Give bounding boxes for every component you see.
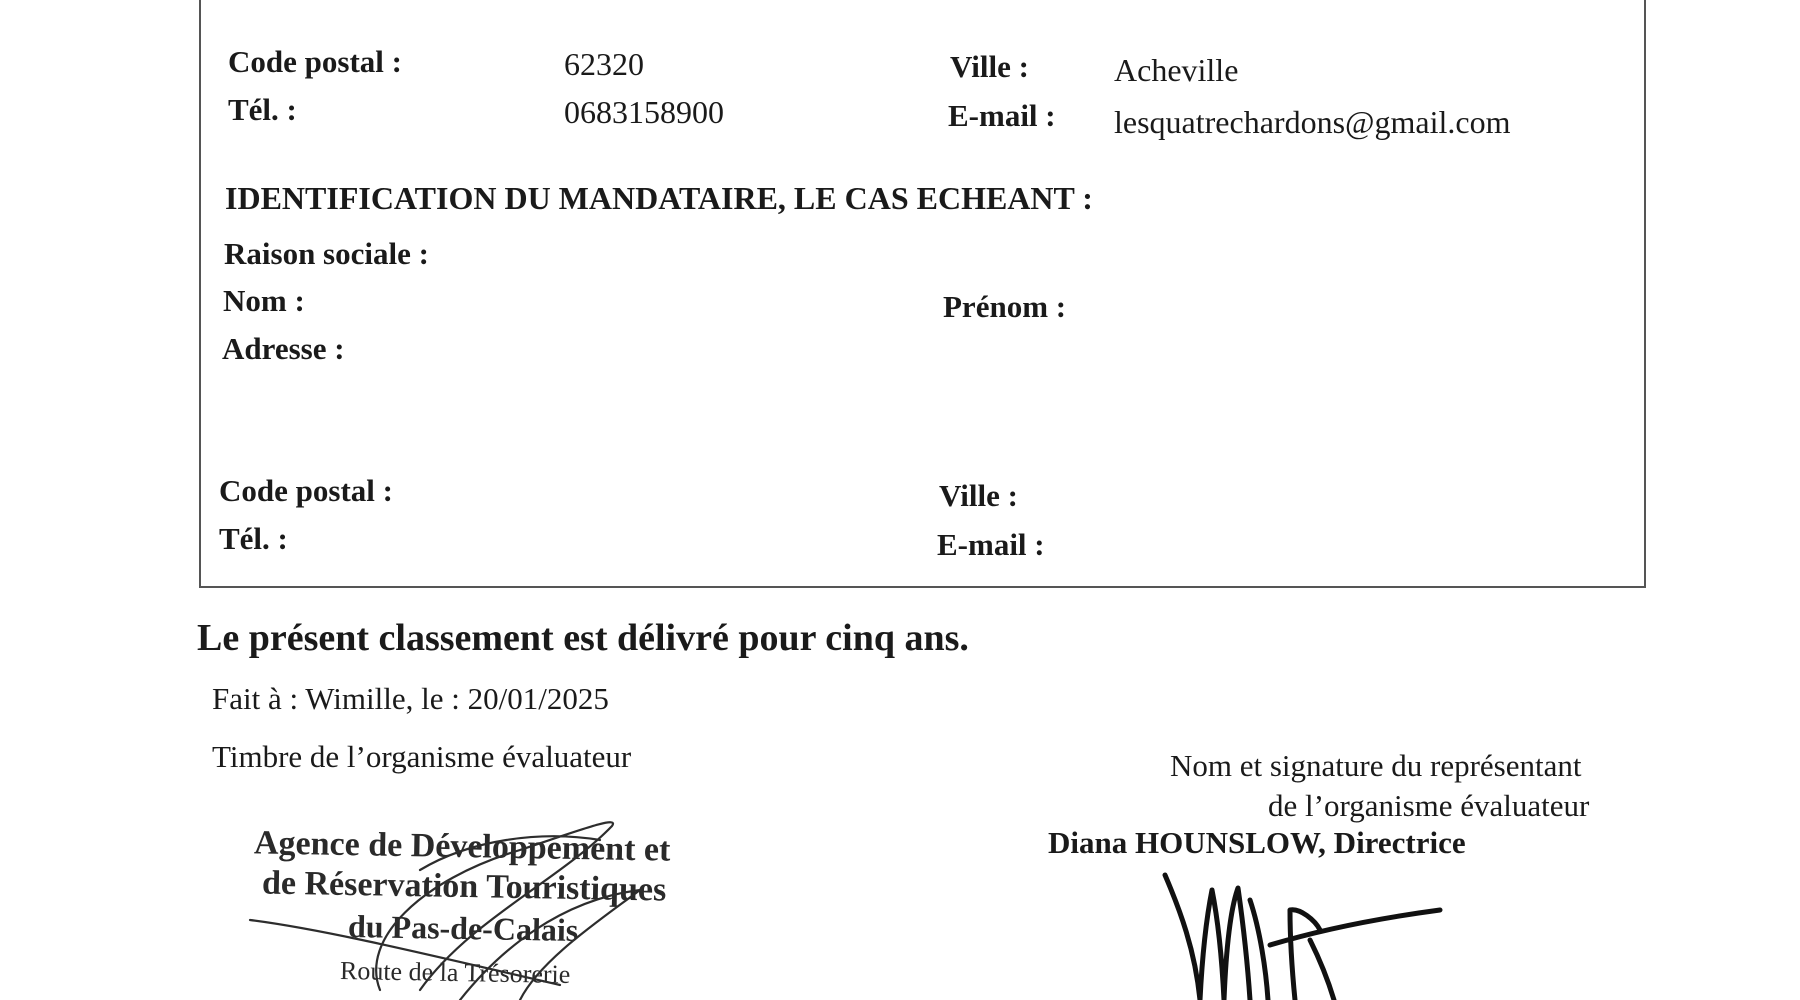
timbre-label: Timbre de l’organisme évaluateur [212,739,632,774]
signature-caption-line1: Nom et signature du représentant [1170,748,1582,783]
mandataire-tel-label: Tél. : [219,521,288,556]
signatory-name: Diana HOUNSLOW, Directrice [1048,825,1466,860]
mandataire-raison-sociale-label: Raison sociale : [224,236,429,271]
stamp-line-2: de Réservation Touristiques [261,864,667,909]
client-tel-value: 0683158900 [564,94,724,130]
client-ville-label: Ville : [950,49,1029,84]
signature-caption-line2: de l’organisme évaluateur [1268,788,1590,823]
client-ville-value: Acheville [1114,52,1239,88]
organisation-stamp [240,820,760,1000]
client-tel-label: Tél. : [228,92,297,127]
handwritten-signature-icon [1140,870,1480,1000]
mandataire-ville-label: Ville : [939,478,1018,513]
client-email-value: lesquatrechardons@gmail.com [1114,104,1511,140]
mandataire-code-postal-label: Code postal : [219,473,393,508]
stamp-line-3: du Pas-de-Calais [347,907,579,949]
mandataire-adresse-label: Adresse : [222,331,345,366]
fait-a-line: Fait à : Wimille, le : 20/01/2025 [212,681,609,716]
client-code-postal-value: 62320 [564,46,644,82]
classement-statement: Le présent classement est délivré pour cinq ans. [197,617,969,659]
identification-box [199,0,1646,588]
client-code-postal-label: Code postal : [228,44,402,79]
mandataire-email-label: E-mail : [937,527,1045,562]
stamp-line-4: Route de la Trésorerie [339,955,571,990]
mandataire-nom-label: Nom : [223,283,305,318]
mandataire-heading: IDENTIFICATION DU MANDATAIRE, LE CAS ECHEANT : [225,180,1093,216]
mandataire-prenom-label: Prénom : [943,289,1067,324]
client-email-label: E-mail : [948,98,1056,133]
stamp-line-1: Agence de Développement et [253,824,671,869]
